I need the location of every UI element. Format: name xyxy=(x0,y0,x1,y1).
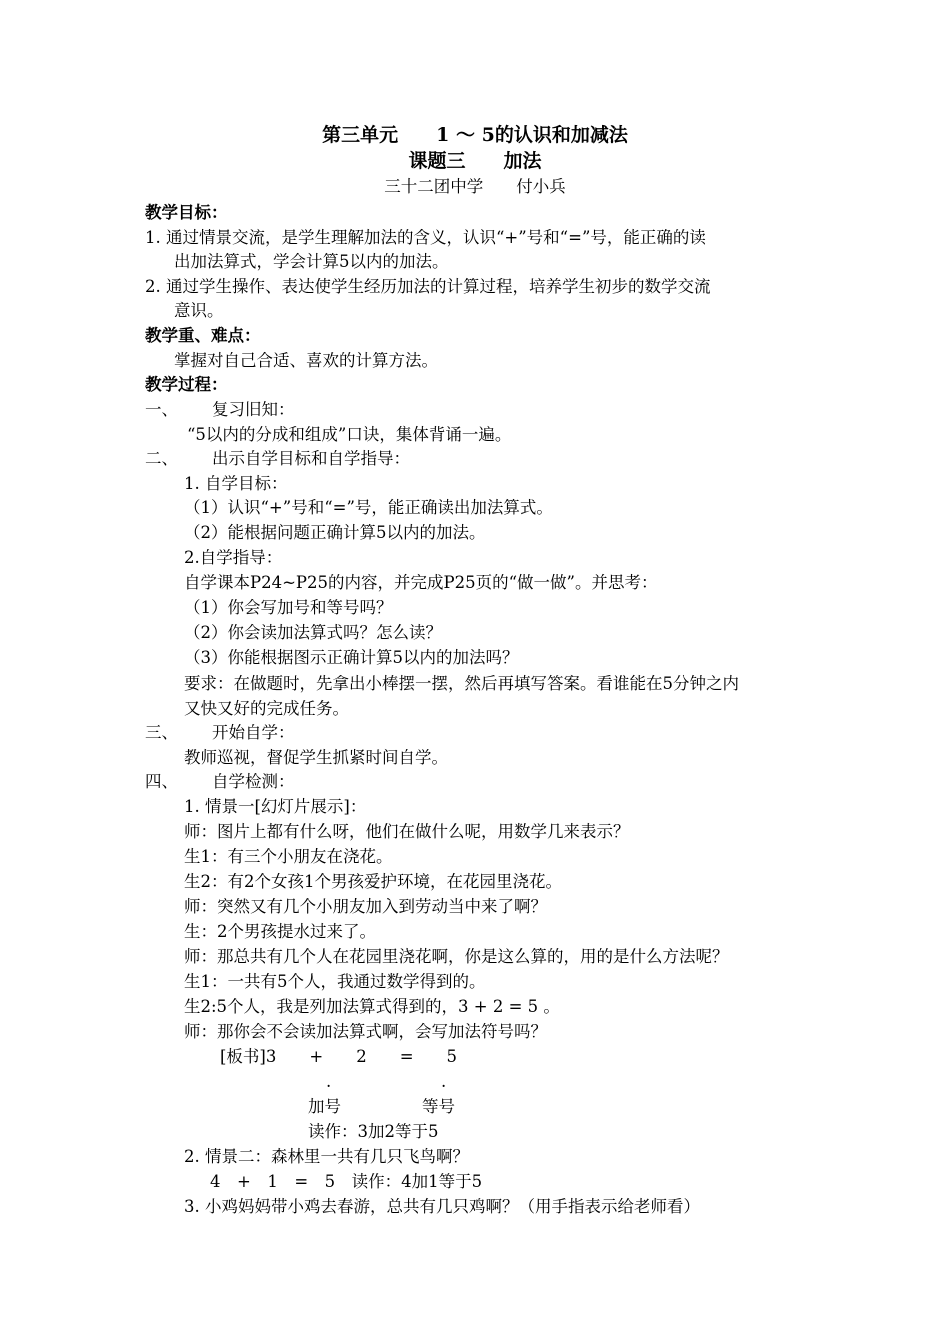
equal-label: 等号 xyxy=(422,1097,455,1116)
section-1-title: 复习旧知： xyxy=(212,400,295,419)
self-study-goal-heading: 1. 自学目标： xyxy=(184,474,288,493)
plus-label: 加号 xyxy=(308,1097,341,1116)
self-study-guide-text: 自学课本P24~P25的内容，并完成P25页的“做一做”。并思考： xyxy=(184,573,658,592)
reading-1: 读作：3加2等于5 xyxy=(308,1122,439,1141)
unit-title: 第三单元 1 ～ 5的认识和加减法 xyxy=(322,124,628,146)
dialogue-line-5: 生：2个男孩提水过来了。 xyxy=(184,922,376,941)
self-study-goal-1: （1）认识“+”号和“=”号，能正确读出加法算式。 xyxy=(184,498,553,517)
requirement-line-1: 要求：在做题时，先拿出小棒摆一摆，然后再填写答案。看谁能在5分钟之内 xyxy=(184,674,739,693)
objective-1-line-1: 1. 通过情景交流，是学生理解加法的含义，认识“+”号和“=”号，能正确的读 xyxy=(145,228,706,247)
dialogue-line-2: 生1：有三个小朋友在浇花。 xyxy=(184,847,393,866)
dialogue-line-9: 师：那你会不会读加法算式啊，会写加法符号吗？ xyxy=(184,1022,547,1041)
key-points-heading: 教学重、难点： xyxy=(145,326,261,345)
section-1-number: 一、 xyxy=(145,400,178,419)
dialogue-line-7: 生1：一共有5个人，我通过数学得到的。 xyxy=(184,972,486,991)
scene-1-heading: 1. 情景一[幻灯片展示]： xyxy=(184,797,367,816)
scene-3-heading: 3. 小鸡妈妈带小鸡去春游，总共有几只鸡啊？（用手指表示给老师看） xyxy=(184,1197,700,1216)
requirement-line-2: 又快又好的完成任务。 xyxy=(184,699,349,718)
section-3-title: 开始自学： xyxy=(212,723,295,742)
self-study-guide-heading: 2.自学指导： xyxy=(184,548,283,567)
objective-2-line-2: 意识。 xyxy=(174,301,224,320)
objective-1-line-2: 出加法算式，学会计算5以内的加法。 xyxy=(174,252,449,271)
dialogue-line-4: 师：突然又有几个小朋友加入到劳动当中来了啊？ xyxy=(184,897,547,916)
scene-2-heading: 2. 情景二：森林里一共有几只飞鸟啊？ xyxy=(184,1147,469,1166)
section-3-text: 教师巡视，督促学生抓紧时间自学。 xyxy=(184,748,448,767)
dialogue-line-6: 师：那总共有几个人在花园里浇花啊，你是这么算的，用的是什么方法呢？ xyxy=(184,947,729,966)
plus-dot: . xyxy=(326,1072,332,1091)
scene-2-equation: 4 + 1 = 5 读作：4加1等于5 xyxy=(210,1172,483,1191)
process-heading: 教学过程： xyxy=(145,375,228,394)
section-1-text: “5以内的分成和组成”口诀，集体背诵一遍。 xyxy=(187,425,512,444)
board-equation: [板书]3 + 2 = 5 xyxy=(220,1047,458,1066)
guide-question-1: （1）你会写加号和等号吗？ xyxy=(184,598,393,617)
section-2-title: 出示自学目标和自学指导： xyxy=(212,449,410,468)
section-3-number: 三、 xyxy=(145,723,178,742)
self-study-goal-2: （2）能根据问题正确计算5以内的加法。 xyxy=(184,523,486,542)
section-2-number: 二、 xyxy=(145,449,178,468)
author-line: 三十二团中学 付小兵 xyxy=(384,177,566,196)
objectives-heading: 教学目标： xyxy=(145,203,228,222)
lesson-title: 课题三 加法 xyxy=(408,150,542,172)
dialogue-line-1: 师：图片上都有什么呀，他们在做什么呢，用数学几来表示？ xyxy=(184,822,630,841)
equal-dot: . xyxy=(441,1072,447,1091)
objective-2-line-1: 2. 通过学生操作、表达使学生经历加法的计算过程，培养学生初步的数学交流 xyxy=(145,277,711,296)
guide-question-2: （2）你会读加法算式吗？怎么读？ xyxy=(184,623,442,642)
dialogue-line-3: 生2：有2个女孩1个男孩爱护环境，在花园里浇花。 xyxy=(184,872,562,891)
section-4-number: 四、 xyxy=(145,772,178,791)
dialogue-line-8: 生2:5个人，我是列加法算式得到的，3 + 2 = 5 。 xyxy=(184,997,560,1016)
guide-question-3: （3）你能根据图示正确计算5以内的加法吗？ xyxy=(184,648,519,667)
section-4-title: 自学检测： xyxy=(212,772,295,791)
key-points-text: 掌握对自己合适、喜欢的计算方法。 xyxy=(174,351,438,370)
